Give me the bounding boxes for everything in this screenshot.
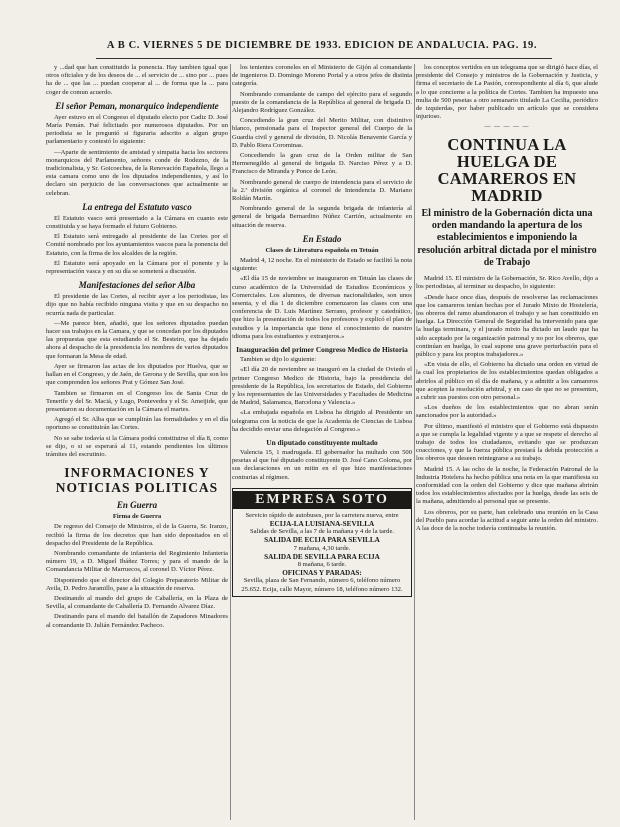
section-title-estatuto: La entrega del Estatuto vasco [82, 201, 192, 212]
ad-title: EMPRESA SOTO [233, 491, 411, 509]
paragraph: Nombrando comandante de campo del ejército para el segundo puesto de la comandancia de la República al general de brigada D. Alejandro Rodríguez González. [232, 90, 412, 115]
column-divider [414, 64, 415, 820]
paragraph: Ayer se firmaron las actas de los diputados por Huelva, que se hallan en el Congreso, y de Jaén, de Gerona y de Sevilla, que son los que comprenden los señores Prat y Gómez San José. [46, 362, 228, 387]
paragraph: —Me parece bien, añadió, que los señores diputados puedan hacer sus trabajos en la Camara, y que se concedan por los diputados las propuestas que esta estudiando el Sr. Besteiro, que ha dejado ahora al despacho de la presidencia los nombres de varios diputados que formaran la Mesa de edad. [46, 319, 228, 360]
ad-text: Salidas de Sevilla, a las 7 de la mañana y 4 de la tarde. [249, 528, 395, 536]
paragraph: Madrid 15. A las ocho de la noche, la Federación Patronal de la Industria Hotelera ha hecho pública una nota en la que manifiesta su conformidad con la orden del Gobierno y dice que mañana abrirán todos los establecimientos afectados por la huelga, desde las seis de la mañana, admitiendo al personal que se presente. [416, 465, 598, 506]
paragraph: De regreso del Consejo de Ministros, el de la Guerra, Sr. Iranzo, recibió la firma de los decretos que han sido depositados en el despacho del Presidente de la República. [46, 523, 228, 547]
paragraph: Destinando para el mando del batallón de Zapadores Minadores al comandante D. Julián Fernández Pacheco. [46, 613, 228, 629]
paragraph: «Desde hace once días, después de resolverse las reclamaciones que los camareros tenían hechas por el Jurado Mixto de Hostelería, los obreros del ramo abandonaron el trabajo y se han constituido en huelga. La Dirección General de Seguridad ha intervenido para que la huelga terminara, y el jurado mixto ha dictado un laudo que ha sido aceptado por la organización patronal y no por los obreros, que continúan en huelga, lo cual supone una grave perturbación para el público y para los propios trabajadores.» [416, 293, 598, 358]
paragraph: El Estatuto será entregado al presidente de las Cortes por el Comité nombrado por los ayuntamientos vascos para la ponencia del Estatuto, con la firma de los alcaldes de la región. [46, 233, 228, 257]
paragraph: Por último, manifestó el ministro que el Gobierno está dispuesto a que se cumpla la legalidad vigente y a que se respete el derecho al trabajo de todos los ciudadanos, evitando que se produzcan coacciones, y que la fuerza pública prestará la debida protección a los obreros que deseen reintegrarse a su trabajo. [416, 422, 598, 463]
paragraph: Los obreros, por su parte, han celebrado una reunión en la Casa del Pueblo para acordar la actitud a seguir ante la orden del ministro. A las doce de la noche todavía continuaba la reunión. [416, 508, 598, 532]
headline-huelga: CONTINUA LA HUELGA DE CAMAREROS EN MADRID [437, 134, 577, 205]
paragraph: Tambien se dijo lo siguiente: [240, 356, 317, 364]
col3-intro: los conceptos vertidos en un telegrama que se dirigió hace días, el presidente del Consejo y ministros de la Gobernación y Justicia, y firma el secretario de La Pasión, correspondiente al día 6, que alude a lo que concierne a la política de Cortes. Tambien ha impuesto una multa de 500 pesetas a otro semanario titulado La Cecilia, periódico de izquierdas, por haber publicado un artículo que se considera injurioso. [416, 64, 598, 121]
paragraph: Agregó el Sr. Alba que se cumplirán las formalidades y en el día oportuno se constituirán las Cortes. [46, 416, 228, 432]
paragraph: El Estatuto vasco será presentado a la Cámara en cuanto este constituida y se haya formado el futuro Gobierno. [46, 214, 228, 231]
paragraph: Concediendo la gran cruz del Merito Militar, con distintivo blanco, pensionada para el Inspector general del Cuerpo de la Guardia civil y general de división, D. Nicolás Benavente García y D. Pablo Riera Corominas. [232, 117, 412, 149]
paragraph: Valencia 15, 1 madrugada. El gobernador ha multado con 500 pesetas al que fué diputado constituyente D. José Cano Coloma, por sus declaraciones en un mitin en el que hizo manifestaciones contrarias al régimen. [232, 448, 412, 481]
section-title-informaciones: INFORMACIONES Y NOTICIAS POLITICAS [55, 465, 219, 496]
section-title-alba: Manifestaciones del señor Alba [78, 280, 196, 291]
paragraph: «La embajada española en Lisboa ha dirigido al Presidente un telegrama con la noticia de que la Academia de Ciencias de Lisboa ha decidido enviar una delegación al Congreso.» [232, 409, 412, 433]
paragraph: Concediendo la gran cruz de la Orden militar de San Hermenegildo al general de brigada D. Narciso Pérez y a D. Francisco de Miranda y Ponce de León. [232, 152, 412, 176]
paragraph: Disponiendo que el director del Colegio Preparatorio Militar de Avila, D. Pedro Jaramillo, pase a la situación de reserva. [46, 576, 228, 592]
separator: — — — — — [484, 124, 530, 131]
paragraph: No se sabe todavía si la Cámara podrá constituirse el día 8, como se dijo, o si se esperará al 11, estando pendientes los últimos trámites del escrutinio. [46, 434, 228, 458]
subsection-title-guerra: En Guerra [116, 500, 158, 511]
section-title-peman: El señor Peman, monarquico independiente [55, 100, 219, 111]
paragraph: El presidente de las Cortes, al recibir ayer a los periodistas, les dijo que no había recibido ninguna visita y que en su despacho no ocurría nada de particular. [46, 293, 228, 317]
headline-lead: El ministro de la Gobernación dicta una orden mandando la apertura de los establecimientos e imponiendo la resolución arbitral dictada por el ministro de Trabajo [417, 207, 597, 268]
paragraph: «El día 15 de noviembre se inauguraron en Tetuán las clases de curso académico de la Universidad de Estudios Económicos y Comerciales. Los alumnos, de diversas nacionalidades, son unos sesenta, y el día 1 de diciembre comenzaron las clases con una conferencia de D. Luis Martínez Serrano, profesor y catedrático, que hizo la presentación de todos los profesores y explicó el plan de estudios y la importancia que tiene el conocimiento de nuestro idioma para los estudiantes y extranjeros.» [232, 275, 412, 340]
ad-route: ECIJA-LA LUISIANA-SEVILLA [269, 519, 375, 528]
paragraph: Nombrando general de cuerpo de intendencia para el servicio de la 2.ª división orgánica al coronel de Intendencia D. Mariano Roldán Martín. [232, 178, 412, 203]
paragraph: Nombrando general de la segunda brigada de infantería al general de brigada Bernardino Núñez Carrión, actualmente en situación de reserva. [232, 205, 412, 229]
paragraph: —Aparte de sentimiento de amistad y simpatia hacia los sectores monarquicos del Parlamento, señores conde de Rodezno, de la tradicionalista, y Sr. Goicoechea, de la Renovación Española, llego a esta camara como uno de los diputados independientes, y así lo declaro sin perjuicio de las conversaciones que actualmente se celebran. [46, 148, 228, 197]
ad-route: OFICINAS Y PARADAS: [282, 569, 362, 578]
col2-intro: los tenientes coroneles en el Ministerio de Gijón al comandante de ingenieros D. Domingo Moreno Portal y a otros jefes de distinta categoría. [232, 64, 412, 88]
column-divider [230, 64, 231, 820]
column-1 [46, 64, 228, 824]
paragraph: Madrid 4, 12 noche. En el ministerio de Estado se facilitó la nota siguiente: [232, 257, 412, 273]
ad-text: Sevilla, plaza de San Fernando, número 6, teléfono número 25.652. Ecija, calle Mayor, número 18, teléfono número 132. [241, 577, 403, 593]
column-2 [232, 64, 412, 824]
subsection-subtitle: Firma de Guerra [112, 513, 162, 521]
column-3 [416, 64, 598, 824]
paragraph: «En vista de ello, el Gobierno ha dictado una orden en virtud de la cual los propietarios de los establecimientos quedan obligados a abrirlos al público en el día de mañana, y a admitir a los camareros que acepten la resolución arbitral, y en caso de que no se presenten, a cubrir sus puestos con otro personal.» [416, 361, 598, 401]
paragraph: Tambien se firmaron en el Congreso los de Santa Cruz de Tenerife y del Sr. Maciá, y Lugo, Pontevedra y el Sr. Ameijide, que presentaron su documentación en la Cámara el martes. [46, 389, 228, 413]
subsection-title-congreso: Inauguración del primer Congreso Medico de Historia [236, 345, 408, 355]
col1-intro: y ...dad que han constituido la ponencia. Hay tambien igual que otros oficiales y de los deseos de ... el servicio de ... sino por ... pues ha de ... que las ... puedan cooperar al ... de forma que la ... para coger de comun acuerdo. [46, 64, 228, 96]
subsection-title-multado: Un diputado constituyente multado [266, 437, 378, 447]
paragraph: Destinando al mando del grupo de Caballería, en la Plaza de Sevilla, al comandante de Caballería D. Fernando Alvarez Díaz. [46, 594, 228, 611]
header-rule [96, 58, 552, 59]
running-head: A B C. VIERNES 5 DE DICIEMBRE DE 1933. EDICION DE ANDALUCIA. PAG. 19. [106, 40, 538, 51]
ad-route: SALIDA DE ECIJA PARA SEVILLA [264, 536, 380, 545]
section-title-estado: En Estado [302, 233, 342, 244]
paragraph: «El día 20 de noviembre se inauguró en la ciudad de Oviedo el primer Congreso Medico de Historia, bajo la presidencia del presidente de la República, los secretarios de Estado, del Gobierno y los representantes de las Universidades y Facultades de Medicina de Madrid, Salamanca, Barcelona y Valencia.» [232, 366, 412, 407]
ad-subtitle: Servicio rápido de autobuses, por la carretera nueva, entre [245, 511, 399, 519]
advertisement-empresa-soto [232, 488, 412, 597]
paragraph: El Estatuto será apoyado en la Cámara por el ponente y la representación vasca y en su día se someterá a discusión. [46, 259, 228, 276]
ad-text: 7 mañana, 4,30 tarde. [293, 544, 351, 552]
paragraph: Ayer estuvo en el Congreso el diputado electo por Cadiz D. José María Pemán. Fué felicitado por numerosos diputados. Por un periodista se le preguntó si figuraria adscrito a algun grupo parlamentario y contestó lo siguiente: [46, 113, 228, 146]
ad-route: SALIDA DE SEVILLA PARA ECIJA [264, 552, 380, 561]
ad-text: 8 mañana, 6 tarde. [297, 560, 347, 568]
paragraph: Madrid 15. El ministro de la Gobernación, Sr. Rico Avello, dijo a los periodistas, al terminar su despacho, lo siguiente: [416, 275, 598, 291]
subsection-title-literatura: Clases de Literatura española en Tetuán [265, 246, 379, 254]
paragraph: Nombrando comandante de infanteria del Regimiento Infanteria número 19, a D. Miguel Ibáñez Torres; y para el mando de la Comandancia Militar de Marruecos, al coronel D. Víctor Pérez. [46, 549, 228, 574]
paragraph: «Los dueños de los establecimientos que no abran serán sancionados por la autoridad.» [416, 404, 598, 420]
